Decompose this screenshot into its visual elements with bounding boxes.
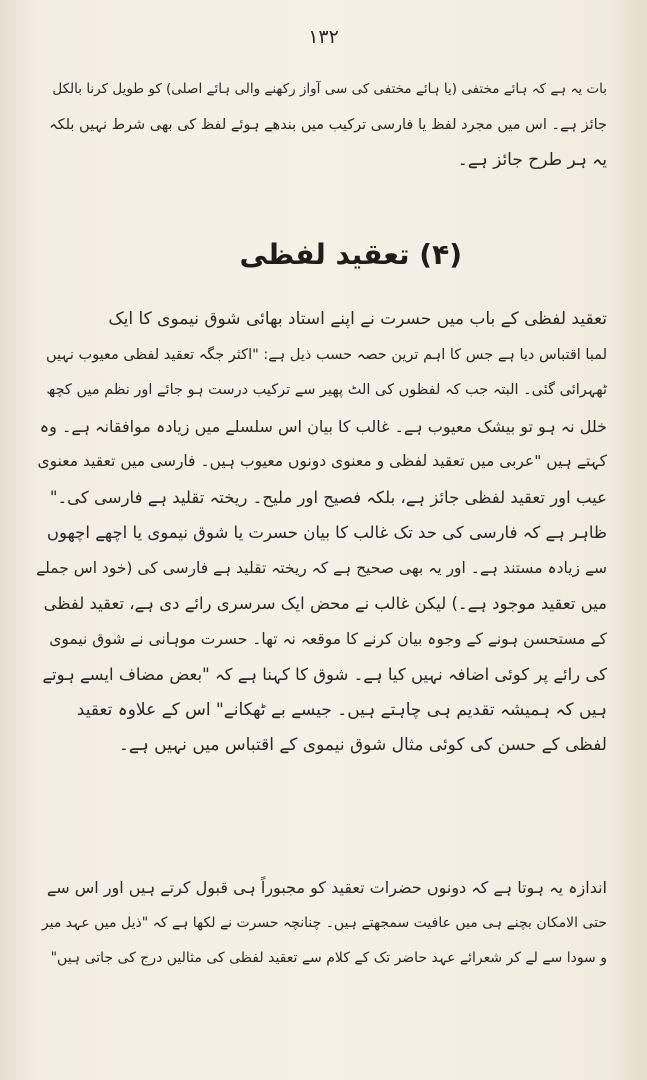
paragraph-2 [35, 302, 607, 764]
text-line: جائز ہے۔ اس میں مجرد لفظ یا فارسی ترکیب میں بندھے ہوئے لفظ کی بھی شرط نہیں بلکہ [49, 116, 607, 133]
text-line: ٹھہرائی گئی۔ البتہ جب کہ لفظوں کی الٹ پھیر سے ترکیب درست ہو جائے اور نظم میں کچھ [46, 382, 607, 398]
text-line: و سودا سے لے کر شعرائے عہد حاضر تک کے کلام سے تعقید لفظی کی مثالیں درج کی جاتی ہیں" [50, 950, 607, 966]
text-line: بات یہ ہے کہ ہائے مختفی (یا ہائے مختفی کی سی آواز رکھنے والی ہائے اصلی) کو طویل کرنا بالکل [52, 81, 607, 97]
text-line: عیب اور تعقید لفظی جائز ہے، بلکہ فصیح اور ملیح۔ ریختہ تقلید ہے فارسی کی۔" [49, 487, 607, 507]
text-line: لفظی کے حسن کی کوئی مثال شوق نیموی کے اقتباس میں نہیں ہے۔ [118, 735, 607, 755]
text-line: کے مستحسن ہونے کے وجوہ بیان کرنے کا موقعہ نہ تھا۔ حسرت موہانی نے شوق نیموی [49, 629, 607, 648]
text-line: ظاہر ہے کہ فارسی کی حد تک غالب کا بیان حسرت یا شوق نیموی یا اچھے اچھوں [46, 523, 607, 542]
text-line: یہ ہر طرح جائز ہے۔ [457, 150, 607, 170]
text-line: حتی الامکان بچنے ہی میں عافیت سمجھتے ہیں۔ چنانچہ حسرت نے لکھا ہے کہ "ذیل میں عہد میر [41, 914, 607, 931]
paragraph-3 [35, 870, 607, 977]
paragraph-1 [35, 72, 607, 179]
page-number: ۱۳۲ [308, 26, 339, 48]
text-line: ہیں کہ ہمیشہ تقدیم ہی چاہتے ہیں۔ جیسے بے ٹھکانے" اس کے علاوہ تعقید [76, 699, 607, 720]
text-line: اندازہ یہ ہوتا ہے کہ دونوں حضرات تعقید کو مجبوراً ہی قبول کرتے ہیں اور اس سے [46, 878, 607, 897]
text-line: سے زیادہ مستند ہے۔ اور یہ بھی صحیح ہے کہ ریختہ تقلید ہے فارسی کی (خود اس جملے [36, 558, 607, 577]
text-line: خلل نہ ہو تو بیشک معیوب ہے۔ غالب کا بیان اس سلسلے میں زیادہ موافقانہ ہے۔ وہ [39, 416, 607, 436]
text-line: کی رائے پر کوئی اضافہ نہیں کیا ہے۔ شوق کا کہنا ہے کہ "بعض مضاف ایسے ہوتے [42, 665, 607, 684]
text-line: کہتے ہیں "عربی میں تعقید لفظی و معنوی دونوں معیوب ہیں۔ فارسی میں تعقید معنوی [37, 452, 607, 470]
text-line: لمبا اقتباس دیا ہے جس کا اہم ترین حصہ حسب ذیل ہے: "اکثر جگہ تعقید لفظی معیوب نہیں [45, 346, 607, 363]
text-line: میں تعقید موجود ہے۔) لیکن غالب نے محض ایک سرسری رائے دی ہے، تعقید لفظی [43, 594, 607, 613]
text-line: تعقید لفظی کے باب میں حسرت نے اپنے استاد بھائی شوق نیموی کا ایک [108, 309, 607, 329]
section-heading: (۴) تعقید لفظی [239, 238, 462, 271]
